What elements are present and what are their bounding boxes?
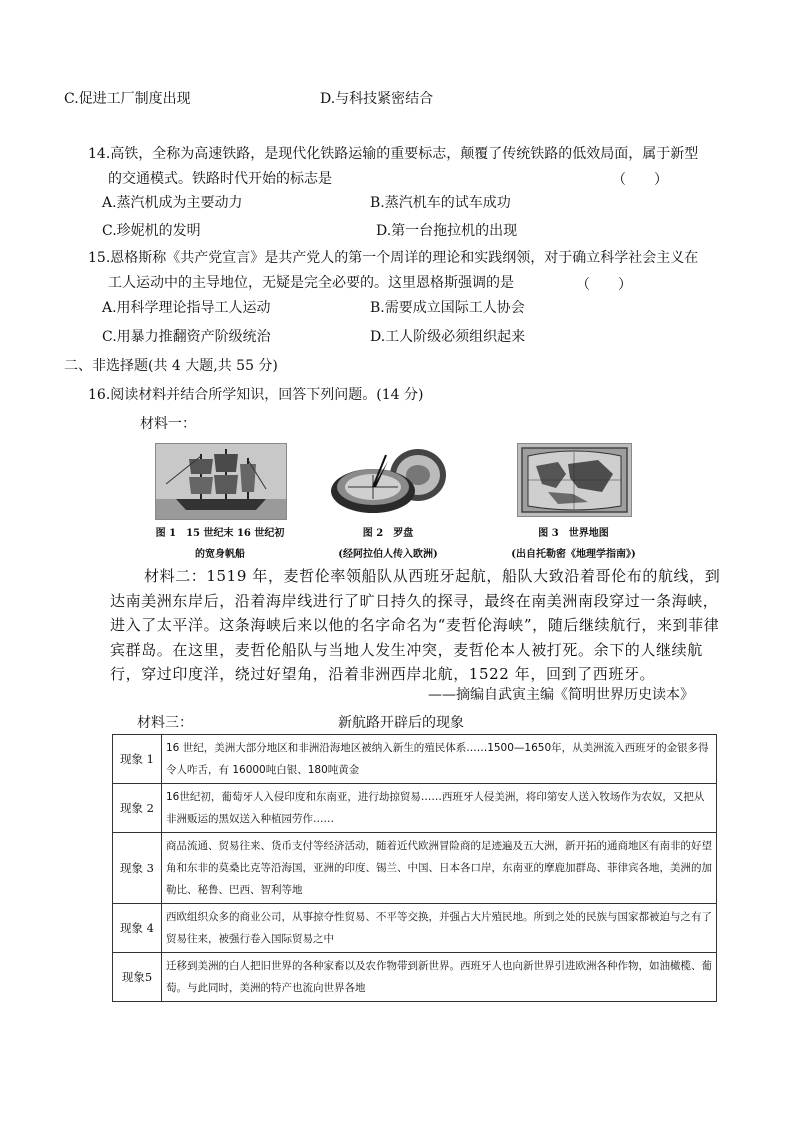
phenomenon-label: 现象 3 [113,833,162,904]
material-3-label: 材料三： [137,715,193,731]
section-2-heading: 二、非选择题(共 4 大题,共 55 分) [64,358,278,374]
compass-image [328,443,448,518]
phenomenon-label: 现象5 [113,953,162,1002]
material-2-text: 材料二：1519 年，麦哲伦率领船队从西班牙起航，船队大致沿着哥伦布的航线，到达南美洲东岸后，沿着海岸线进行了旷日持久的探寻，最终在南美洲南段穿过一条海峡，进入了太平洋。这条海峡后来以他的名字命名为“麦哲伦海峡”，随后继续航行，来到菲律宾群岛。在这里，麦哲伦船队与当地人发生冲突，麦哲伦本人被打死。余下的人继续航行，穿过印度洋，绕过好望角，沿着非洲西岸北航，1522 年，回到了西班牙。 [110,567,721,683]
phenomenon-text: 迁移到美洲的白人把旧世界的各种家畜以及农作物带到新世界。西班牙人也向新世界引进欧洲各种作物，如油橄榄、葡萄。与此同时，美洲的特产也流向世界各地 [162,953,717,1002]
phenomenon-text: 16世纪初，葡萄牙人入侵印度和东南亚，进行劫掠贸易……西班牙人侵美洲，将印第安人送入牧场作为农奴，又把从非洲贩运的黑奴送入种植园劳作…… [162,784,717,833]
material-3-table-title: 新航路开辟后的现象 [338,715,464,731]
table-row [113,735,717,784]
q14-option-d: D.第一台拖拉机的出现 [376,223,518,239]
table-row [113,904,717,953]
q15-option-c: C.用暴力推翻资产阶级统治 [102,329,271,345]
table-row [113,833,717,904]
q15-option-b: B.需要成立国际工人协会 [370,300,525,316]
q16-intro: 16.阅读材料并结合所学知识，回答下列问题。(14 分) [88,387,424,403]
figure-3-caption: 图 3 世界地图 [538,528,609,539]
sailing-ship-image [155,443,287,520]
table-row [113,953,717,1002]
figure-1-caption-2: 的宽身帆船 [195,549,245,560]
world-map-image [517,443,632,517]
q14-option-b: B.蒸汽机车的试车成功 [370,195,511,211]
material-1-label: 材料一： [140,416,196,432]
figure-2-caption-2: (经阿拉伯人传入欧洲) [338,549,438,560]
q14-stem-line2: 的交通模式。铁路时代开始的标志是 [108,171,332,187]
figure-1-caption: 图 1 15 世纪末 16 世纪初 [155,528,285,539]
figure-3-caption-2: (出自托勒密《地理学指南》) [511,549,636,560]
q13-option-d: D.与科技紧密结合 [320,91,434,107]
phenomena-table [112,734,717,1002]
q14-option-a: A.蒸汽机成为主要动力 [102,195,243,211]
phenomenon-text: 西欧组织众多的商业公司，从事掠夺性贸易、不平等交换，并强占大片殖民地。所到之处的民族与国家都被迫与之有了贸易往来，被强行卷入国际贸易之中 [162,904,717,953]
phenomenon-label: 现象 4 [113,904,162,953]
q13-option-c: C.促进工厂制度出现 [64,91,191,107]
material-2-source: ——摘编自武寅主编《简明世界历史读本》 [428,687,694,703]
phenomenon-text: 商品流通、贸易往来、货币支付等经济活动，随着近代欧洲冒险商的足迹遍及五大洲，新开拓的通商地区有南非的好望角和东非的莫桑比克等沿海国，亚洲的印度、锡兰、中国、日本各口岸，东南亚的摩鹿加群岛、菲律宾各地，美洲的加勒比、秘鲁、巴西、智利等地 [162,833,717,904]
q15-stem-line2: 工人运动中的主导地位，无疑是完全必要的。这里恩格斯强调的是 [108,275,514,291]
figure-2-caption: 图 2 罗盘 [362,528,414,539]
q15-stem-line1: 15.恩格斯称《共产党宣言》是共产党人的第一个周详的理论和实践纲领，对于确立科学社会主义在 [88,250,699,266]
q14-option-c: C.珍妮机的发明 [102,223,201,239]
table-row [113,784,717,833]
phenomenon-text: 16 世纪，美洲大部分地区和非洲沿海地区被纳入新生的殖民体系……1500—1650年，从美洲流入西班牙的金银多得令人咋舌，有 16000吨白银、180吨黄金 [162,735,717,784]
q15-option-d: D.工人阶级必须组织起来 [370,329,526,345]
q14-stem-line1: 14.高铁，全称为高速铁路，是现代化铁路运输的重要标志，颠覆了传统铁路的低效局面，属于新型 [88,146,699,162]
q15-answer-bracket: （ ） [576,277,632,293]
q15-option-a: A.用科学理论指导工人运动 [102,300,271,316]
q14-answer-bracket: （ ） [612,172,668,188]
phenomenon-label: 现象 2 [113,784,162,833]
phenomenon-label: 现象 1 [113,735,162,784]
